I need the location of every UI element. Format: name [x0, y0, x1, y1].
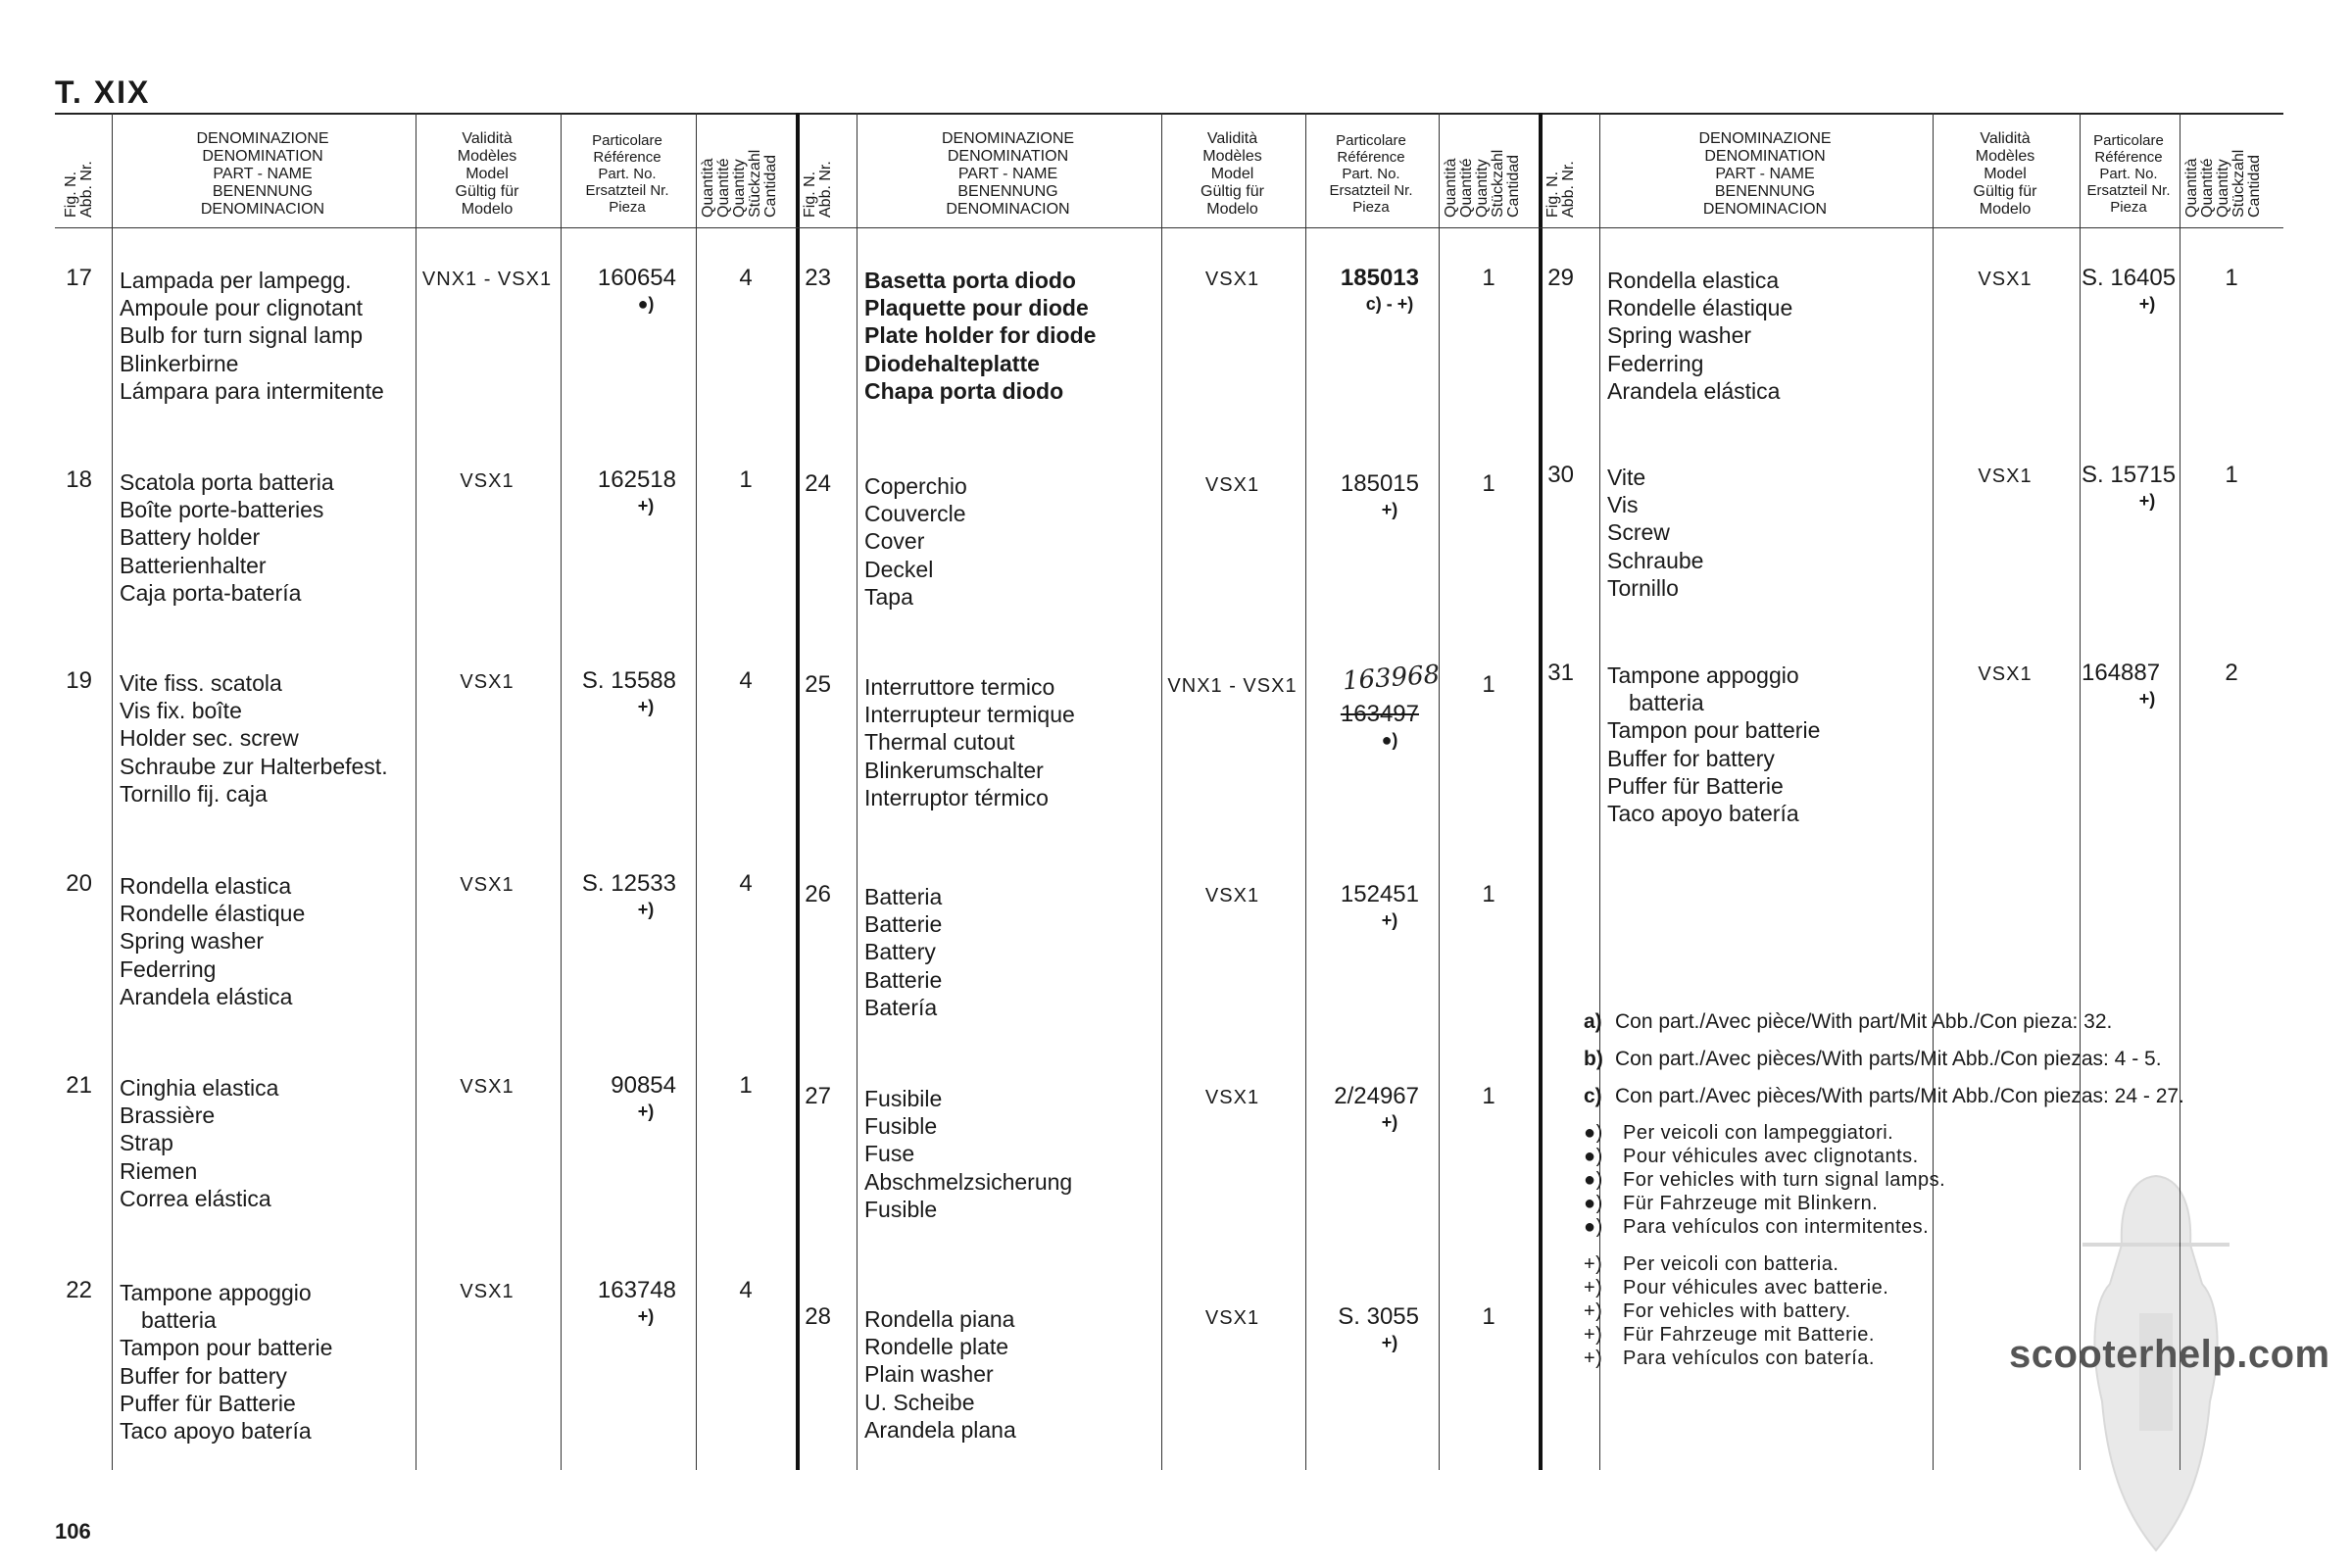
part-note: +) — [2138, 294, 2156, 314]
header-line: Fig. N. — [63, 171, 79, 218]
part-number: 90854 — [611, 1072, 676, 1099]
model-validity: VSX1 — [460, 874, 514, 896]
header-line: Quantité — [2199, 158, 2216, 218]
fig-number: 17 — [66, 265, 92, 291]
quantity: 4 — [739, 265, 753, 291]
part-names — [864, 267, 1096, 405]
page-number: 106 — [55, 1519, 91, 1544]
fig-number: 22 — [66, 1277, 92, 1303]
footnote-b — [1584, 1047, 2230, 1071]
part-name-line: Spring washer — [1607, 322, 1752, 349]
header-line: Model — [1984, 165, 2027, 182]
header-line: PART - NAME — [213, 165, 313, 182]
header-line: Stückzahl — [2230, 149, 2247, 218]
model-validity: VSX1 — [1978, 466, 2033, 487]
footnote-label: c) — [1584, 1085, 1602, 1107]
header-bottom-rule — [1537, 227, 2283, 228]
part-names — [864, 472, 967, 611]
legend-text: Per veicoli con batteria. — [1623, 1253, 1839, 1275]
part-note: +) — [637, 1102, 655, 1121]
quantity: 2 — [2225, 660, 2238, 686]
header-line: Modelo — [1206, 200, 1258, 218]
fig-number: 23 — [805, 265, 831, 291]
fig-number: 20 — [66, 870, 92, 897]
part-name-line: Couvercle — [864, 501, 966, 527]
part-names — [120, 1279, 332, 1445]
part-name-line: Bulb for turn signal lamp — [120, 322, 364, 349]
part-number: S. 3055 — [1338, 1303, 1419, 1330]
part-names — [864, 883, 942, 1021]
header-part-number — [2082, 126, 2176, 221]
part-name-line: Boîte porte-batteries — [120, 497, 324, 523]
header-line: Ersatzteil Nr. — [585, 182, 669, 199]
fig-number: 19 — [66, 667, 92, 694]
header-line: Abb. Nr. — [78, 161, 95, 218]
fig-number: 29 — [1547, 265, 1574, 291]
header-line: Validità — [1206, 129, 1258, 147]
part-name-line: Fusible — [864, 1113, 938, 1140]
fig-number: 18 — [66, 466, 92, 493]
header-line: BENENNUNG — [1714, 182, 1816, 200]
part-names — [120, 267, 384, 405]
part-name-line: Arandela elástica — [1607, 377, 1781, 404]
header-line: Gültig für — [1200, 182, 1264, 200]
part-name-line: Chapa porta diodo — [864, 377, 1064, 404]
header-top-rule — [55, 113, 2283, 115]
part-name-line: Vite — [1607, 465, 1646, 490]
model-validity: VSX1 — [460, 1076, 514, 1098]
fig-number: 21 — [66, 1072, 92, 1099]
header-line: DENOMINATION — [202, 147, 323, 165]
part-name-line: Buffer for battery — [1607, 745, 1775, 771]
part-name-line: Plaquette pour diode — [864, 295, 1089, 321]
header-line: Cantidad — [2246, 154, 2263, 218]
part-name-line: Fuse — [864, 1141, 915, 1167]
part-name-line: Tornillo — [1607, 574, 1679, 601]
header-line: Modelo — [1979, 200, 2032, 218]
part-note: +) — [2138, 491, 2156, 511]
header-line: DENOMINAZIONE — [1698, 129, 1832, 147]
header-line: Particolare — [1336, 132, 1406, 149]
header-line: Quantity — [2215, 159, 2231, 218]
part-names — [1607, 267, 1792, 405]
part-name-line: Plate holder for diode — [864, 322, 1097, 349]
header-line: Gültig für — [455, 182, 519, 200]
part-names — [864, 1085, 1072, 1223]
part-names — [1607, 662, 1820, 827]
fig-number: 25 — [805, 671, 831, 698]
part-note: +) — [637, 697, 655, 716]
part-name-line: Blinkerumschalter — [864, 757, 1044, 783]
part-number: S. 15588 — [581, 667, 676, 694]
header-line: Modelo — [461, 200, 514, 218]
part-note: +) — [1381, 910, 1398, 930]
part-name-line: Cinghia elastica — [120, 1075, 279, 1101]
part-note: +) — [637, 1306, 655, 1326]
handwritten-correction: 163968 — [1342, 660, 1442, 697]
footnote-text: Con part./Avec pièces/With parts/Mit Abb./Con piezas: 4 - 5. — [1615, 1048, 2162, 1070]
part-name-line: Cover — [864, 528, 925, 555]
header-line: BENENNUNG — [957, 182, 1058, 200]
part-name-line: Correa elástica — [120, 1185, 271, 1211]
model-validity: VSX1 — [1978, 663, 2033, 685]
header-line: Model — [466, 165, 509, 182]
part-name-line: Fusible — [864, 1196, 938, 1222]
quantity: 4 — [739, 870, 753, 897]
section-divider — [796, 113, 800, 1470]
header-line: Quantité — [1458, 158, 1475, 218]
quantity: 1 — [1482, 470, 1495, 497]
part-number: 163497 — [1340, 701, 1419, 727]
header-line: Pieza — [1352, 199, 1390, 216]
legend-symbol: +) — [1584, 1324, 1603, 1346]
model-validity: VSX1 — [460, 671, 514, 693]
part-name-line: U. Scheibe — [864, 1389, 975, 1415]
header-line: Validità — [1980, 129, 2031, 147]
header-validity — [417, 126, 557, 221]
legend-symbol: ●) — [1584, 1169, 1603, 1191]
footnote-text: Con part./Avec pièces/With parts/Mit Abb./Con piezas: 24 - 27. — [1615, 1085, 2184, 1107]
part-note: +) — [2138, 689, 2156, 709]
part-number: S. 15715 — [2082, 462, 2177, 488]
part-name-line: Strap — [120, 1130, 173, 1156]
legend-text: For vehicles with turn signal lamps. — [1623, 1169, 1946, 1191]
footnote-label: a) — [1584, 1010, 1602, 1033]
part-name-line: Lámpara para intermitente — [120, 377, 384, 404]
part-name-line: Puffer für Batterie — [1607, 772, 1784, 799]
header-line: DENOMINAZIONE — [941, 129, 1075, 147]
header-line: Cantidad — [762, 154, 779, 218]
quantity: 1 — [1482, 1303, 1495, 1330]
part-note: +) — [637, 496, 655, 515]
section-divider — [1539, 113, 1543, 1470]
fig-number: 26 — [805, 881, 831, 907]
header-line: Quantità — [2183, 158, 2200, 218]
header-line: DENOMINACION — [200, 200, 325, 218]
part-number: 162518 — [597, 466, 676, 493]
header-line: Ersatzteil Nr. — [2086, 182, 2171, 199]
part-note: +) — [1381, 500, 1398, 519]
model-validity: VSX1 — [1204, 885, 1260, 906]
part-name-line: Riemen — [120, 1157, 198, 1184]
header-line: Quantity — [1474, 159, 1491, 218]
part-number: 160654 — [597, 265, 676, 291]
part-name-line: Holder sec. screw — [120, 725, 299, 752]
header-line: Fig. N. — [1544, 171, 1561, 218]
header-line: Modèles — [1975, 147, 2035, 165]
fig-number: 31 — [1547, 660, 1574, 686]
quantity: 1 — [2225, 462, 2238, 488]
part-name-line: Diodehalteplatte — [864, 350, 1040, 376]
header-line: DENOMINAZIONE — [196, 129, 329, 147]
model-validity: VSX1 — [1978, 269, 2033, 290]
legend-text: Per veicoli con lampeggiatori. — [1623, 1122, 1894, 1144]
legend-symbol: ●) — [1584, 1216, 1603, 1238]
footnote-c — [1584, 1084, 2230, 1108]
model-validity: VSX1 — [1204, 269, 1260, 290]
part-name-line: Scatola porta batteria — [120, 469, 334, 495]
part-number: S. 12533 — [581, 870, 676, 897]
header-line: Gültig für — [1973, 182, 2037, 200]
model-validity: VSX1 — [1204, 474, 1260, 496]
part-name-line: Vis — [1607, 492, 1639, 518]
header-line: DENOMINATION — [947, 147, 1069, 165]
header-validity — [1163, 126, 1301, 221]
column-divider — [1439, 113, 1440, 1470]
part-names — [120, 468, 334, 607]
header-part-number — [1307, 126, 1435, 221]
part-name-line: Arandela elástica — [120, 983, 293, 1009]
header-part-number — [563, 126, 692, 221]
part-name-line: Batterienhalter — [120, 552, 267, 578]
part-name-line: Screw — [1607, 519, 1670, 546]
part-name-line: Tampone appoggio — [120, 1280, 312, 1305]
part-name-line: batteria — [141, 1307, 217, 1334]
header-line: Part. No. — [598, 166, 657, 182]
part-name-line: batteria — [1629, 690, 1704, 716]
part-name-line: Tampone appoggio — [1607, 662, 1799, 688]
part-name-line: Schraube — [1607, 547, 1704, 573]
column-divider — [1305, 113, 1306, 1470]
part-name-line: Thermal cutout — [864, 729, 1015, 756]
part-number: 163748 — [597, 1277, 676, 1303]
header-validity — [1935, 126, 2076, 221]
part-number: 185013 — [1340, 265, 1419, 291]
fig-number: 30 — [1547, 462, 1574, 488]
header-line: PART - NAME — [957, 165, 1058, 182]
header-line: Quantità — [700, 158, 716, 218]
fig-number: 24 — [805, 470, 831, 497]
legend-symbol: +) — [1584, 1277, 1603, 1298]
header-line: BENENNUNG — [212, 182, 314, 200]
legend-text: Pour véhicules avec clignotants. — [1623, 1146, 1919, 1167]
quantity: 1 — [1482, 671, 1495, 698]
header-line: Cantidad — [1505, 154, 1522, 218]
legend-symbol: ●) — [1584, 1146, 1603, 1167]
header-line: Model — [1210, 165, 1254, 182]
part-note: +) — [637, 900, 655, 919]
part-name-line: Taco apoyo batería — [120, 1418, 312, 1445]
legend-text: Für Fahrzeuge mit Blinkern. — [1623, 1193, 1879, 1214]
model-validity: VNX1 - VSX1 — [421, 269, 553, 290]
part-name-line: Batería — [864, 994, 938, 1020]
legend-symbol: +) — [1584, 1348, 1603, 1369]
header-bottom-rule — [794, 227, 1539, 228]
part-name-line: Rondella piana — [864, 1306, 1015, 1332]
header-line: Particolare — [2093, 132, 2164, 149]
header-line: Part. No. — [2099, 166, 2158, 182]
header-line: Abb. Nr. — [817, 161, 834, 218]
legend-symbol: +) — [1584, 1300, 1603, 1322]
part-name-line: Fusibile — [864, 1086, 943, 1111]
footnote-label: b) — [1584, 1048, 1603, 1070]
header-line: Référence — [2094, 149, 2163, 166]
quantity: 1 — [1482, 1083, 1495, 1109]
part-name-line: Rondella elastica — [120, 873, 292, 899]
header-line: Stückzahl — [1490, 149, 1506, 218]
header-line: Modèles — [457, 147, 517, 165]
part-names — [864, 673, 1075, 811]
header-line: Quantità — [1443, 158, 1459, 218]
quantity: 4 — [739, 667, 753, 694]
fig-number: 27 — [805, 1083, 831, 1109]
watermark: scooterhelp.com — [2009, 1333, 2330, 1376]
part-name-line: Plain washer — [864, 1361, 994, 1388]
legend-text: For vehicles with battery. — [1623, 1300, 1851, 1322]
page-title: T. XIX — [55, 74, 151, 110]
part-note: ●) — [637, 294, 655, 314]
part-names — [120, 669, 388, 808]
part-name-line: Spring washer — [120, 928, 265, 955]
part-name-line: Batterie — [864, 966, 943, 993]
part-note: +) — [1381, 1333, 1398, 1352]
part-name-line: Rondella elastica — [1607, 268, 1780, 293]
column-divider — [857, 113, 858, 1470]
part-name-line: Tampon pour batterie — [1607, 717, 1821, 744]
part-name-line: Caja porta-batería — [120, 579, 302, 606]
part-note: +) — [1381, 1112, 1398, 1132]
part-name-line: Taco apoyo batería — [1607, 801, 1799, 827]
part-number: 185015 — [1340, 470, 1419, 497]
legend-text: Für Fahrzeuge mit Batterie. — [1623, 1324, 1875, 1346]
part-name-line: Rondelle élastique — [1607, 295, 1793, 321]
part-name-line: Coperchio — [864, 473, 967, 499]
legend-text: Para vehículos con batería. — [1623, 1348, 1875, 1369]
legend-text: Para vehículos con intermitentes. — [1623, 1216, 1930, 1238]
part-name-line: Deckel — [864, 556, 934, 582]
header-line: Pieza — [609, 199, 646, 216]
model-validity: VNX1 - VSX1 — [1167, 675, 1298, 697]
legend-symbol: +) — [1584, 1253, 1603, 1275]
part-name-line: Batterie — [864, 911, 943, 938]
legend-text: Pour véhicules avec batterie. — [1623, 1277, 1889, 1298]
column-divider — [561, 113, 562, 1470]
header-denomination — [858, 126, 1157, 221]
part-name-line: Tampon pour batterie — [120, 1335, 333, 1361]
part-names — [120, 1074, 278, 1212]
model-validity: VSX1 — [1204, 1307, 1260, 1329]
header-line: Quantité — [715, 158, 732, 218]
part-name-line: Battery — [864, 939, 936, 965]
part-name-line: Abschmelzsicherung — [864, 1168, 1073, 1195]
quantity: 1 — [739, 1072, 753, 1099]
header-line: Référence — [1337, 149, 1405, 166]
footnote-a — [1584, 1009, 2270, 1034]
header-denomination — [1601, 126, 1929, 221]
part-name-line: Lampada per lampegg. — [120, 268, 352, 293]
model-validity: VSX1 — [460, 1281, 514, 1302]
header-line: DENOMINACION — [1702, 200, 1828, 218]
header-line: Particolare — [592, 132, 662, 149]
part-names — [864, 1305, 1016, 1444]
header-line: DENOMINATION — [1704, 147, 1826, 165]
part-number: S. 16405 — [2082, 265, 2177, 291]
part-number: 152451 — [1340, 881, 1419, 907]
part-names — [1607, 464, 1703, 602]
header-bottom-rule — [55, 227, 796, 228]
part-name-line: Vite fiss. scatola — [120, 670, 282, 696]
part-name-line: Rondelle plate — [864, 1334, 1009, 1360]
model-validity: VSX1 — [1204, 1087, 1260, 1108]
part-name-line: Federring — [120, 956, 217, 982]
part-name-line: Federring — [1607, 350, 1704, 376]
header-line: Ersatzteil Nr. — [1329, 182, 1413, 199]
part-name-line: Blinkerbirne — [120, 350, 239, 376]
legend-line — [1584, 1121, 2270, 1145]
legend-symbol: ●) — [1584, 1193, 1603, 1214]
part-name-line: Brassière — [120, 1102, 216, 1129]
header-line: Part. No. — [1342, 166, 1400, 182]
quantity: 1 — [1482, 265, 1495, 291]
quantity: 1 — [739, 466, 753, 493]
quantity: 1 — [1482, 881, 1495, 907]
header-line: Stückzahl — [747, 149, 763, 218]
part-name-line: Schraube zur Halterbefest. — [120, 753, 388, 779]
part-name-line: Battery holder — [120, 524, 261, 551]
part-name-line: Interruptor térmico — [864, 784, 1049, 810]
header-line: Abb. Nr. — [1560, 161, 1577, 218]
footnote-text: Con part./Avec pièce/With part/Mit Abb./Con pieza: 32. — [1615, 1010, 2113, 1033]
quantity: 1 — [2225, 265, 2238, 291]
part-names — [120, 872, 305, 1010]
part-note: c) - +) — [1365, 294, 1414, 314]
header-denomination — [114, 126, 412, 221]
part-name-line: Rondelle élastique — [120, 901, 306, 927]
part-name-line: Ampoule pour clignotant — [120, 295, 364, 321]
part-name-line: Puffer für Batterie — [120, 1390, 296, 1416]
part-name-line: Interruttore termico — [864, 674, 1055, 700]
part-name-line: Vis fix. boîte — [120, 698, 242, 724]
header-line: PART - NAME — [1715, 165, 1815, 182]
part-name-line: Arandela plana — [864, 1416, 1016, 1443]
part-note: ●) — [1381, 730, 1398, 750]
part-name-line: Basetta porta diodo — [864, 268, 1076, 293]
part-number: 2/24967 — [1334, 1083, 1419, 1109]
header-line: DENOMINACION — [946, 200, 1070, 218]
legend-line — [1584, 1145, 2270, 1168]
part-name-line: Interrupteur termique — [864, 702, 1075, 728]
part-name-line: Buffer for battery — [120, 1362, 287, 1389]
quantity: 4 — [739, 1277, 753, 1303]
part-number: 164887 — [2082, 660, 2161, 686]
header-line: Pieza — [2110, 199, 2147, 216]
legend-symbol: ●) — [1584, 1122, 1603, 1144]
part-name-line: Tornillo fij. caja — [120, 780, 268, 807]
column-divider — [1161, 113, 1162, 1470]
part-name-line: Tapa — [864, 583, 913, 610]
header-line: Référence — [593, 149, 662, 166]
column-divider — [112, 113, 113, 1470]
header-line: Modèles — [1202, 147, 1262, 165]
model-validity: VSX1 — [460, 470, 514, 492]
part-name-line: Batteria — [864, 884, 943, 909]
column-divider — [696, 113, 697, 1470]
fig-number: 28 — [805, 1303, 831, 1330]
header-line: Fig. N. — [802, 171, 818, 218]
header-line: Quantity — [731, 159, 748, 218]
header-line: Validità — [462, 129, 513, 147]
